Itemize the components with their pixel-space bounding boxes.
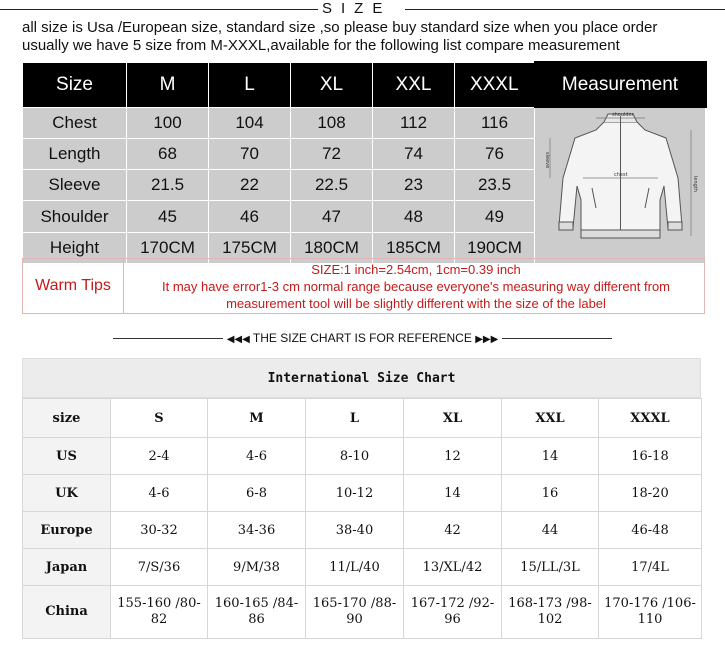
table-cell: 100 [127, 107, 209, 138]
table-cell: 34-36 [208, 512, 306, 549]
col-header-xl: XL [291, 62, 373, 107]
table-cell: 160-165 /84-86 [208, 586, 306, 639]
intl-col-size: size [23, 399, 111, 438]
reference-divider-right [502, 338, 612, 339]
intl-row-us: US [23, 438, 111, 475]
arrows-right-icon: ▶▶▶ [475, 334, 499, 345]
col-header-size: Size [23, 62, 127, 107]
table-cell: 2-4 [111, 438, 208, 475]
table-cell: 170CM [127, 232, 209, 263]
table-cell: 190CM [455, 232, 535, 263]
table-cell: 22 [209, 170, 291, 201]
table-cell: 16 [502, 475, 599, 512]
size-section-title [0, 0, 725, 18]
table-cell: 49 [455, 201, 535, 232]
table-cell: 18-20 [599, 475, 702, 512]
title-divider-left [0, 9, 318, 10]
col-header-l: L [209, 62, 291, 107]
reference-divider-left [113, 338, 223, 339]
table-row [23, 512, 702, 549]
intl-row-europe: Europe [23, 512, 111, 549]
intl-col-s: S [111, 399, 208, 438]
table-cell: 4-6 [111, 475, 208, 512]
table-cell: 7/S/36 [111, 549, 208, 586]
row-label-chest: Chest [23, 107, 127, 138]
diagram-sleeve-label: sleeve [543, 152, 550, 169]
reference-note [0, 329, 725, 347]
table-cell: 21.5 [127, 170, 209, 201]
table-header-row [23, 399, 702, 438]
table-cell: 4-6 [208, 438, 306, 475]
international-chart-title: International Size Chart [22, 358, 701, 398]
table-cell: 46-48 [599, 512, 702, 549]
table-cell: 68 [127, 138, 209, 169]
table-cell: 76 [455, 138, 535, 169]
table-cell: 10-12 [306, 475, 404, 512]
row-label-length: Length [23, 138, 127, 169]
warm-tips-line-3: measurement tool will be slightly different with the size of the label [226, 296, 606, 311]
table-cell: 70 [209, 138, 291, 169]
intl-row-uk: UK [23, 475, 111, 512]
table-cell: 44 [502, 512, 599, 549]
table-row [23, 475, 702, 512]
warm-tips-line-1: SIZE:1 inch=2.54cm, 1cm=0.39 inch [311, 262, 521, 277]
diagram-length-label: length [691, 176, 698, 192]
table-cell: 170-176 /106-110 [599, 586, 702, 639]
size-measurement-table [22, 61, 707, 264]
intl-row-japan: Japan [23, 549, 111, 586]
table-cell: 112 [373, 107, 455, 138]
table-cell: 168-173 /98-102 [502, 586, 599, 639]
table-cell: 104 [209, 107, 291, 138]
table-cell: 17/4L [599, 549, 702, 586]
table-cell: 23 [373, 170, 455, 201]
table-cell: 6-8 [208, 475, 306, 512]
size-title-text: SIZE [322, 0, 392, 17]
table-cell: 30-32 [111, 512, 208, 549]
title-divider-right [405, 9, 725, 10]
table-cell: 12 [404, 438, 502, 475]
table-cell: 42 [404, 512, 502, 549]
international-size-table [22, 398, 702, 639]
intl-col-xxl: XXL [502, 399, 599, 438]
table-cell: 8-10 [306, 438, 404, 475]
table-cell: 23.5 [455, 170, 535, 201]
diagram-shoulder-label: shoulder [611, 112, 634, 118]
table-cell: 14 [502, 438, 599, 475]
row-label-shoulder: Shoulder [23, 201, 127, 232]
table-cell: 11/L/40 [306, 549, 404, 586]
intro-line-2: usually we have 5 size from M-XXXL,available for the following list compare measurement [22, 37, 620, 54]
table-cell: 155-160 /80-82 [111, 586, 208, 639]
table-cell: 16-18 [599, 438, 702, 475]
table-cell: 14 [404, 475, 502, 512]
table-cell: 13/XL/42 [404, 549, 502, 586]
table-cell: 165-170 /88-90 [306, 586, 404, 639]
table-cell: 167-172 /92-96 [404, 586, 502, 639]
table-cell: 9/M/38 [208, 549, 306, 586]
intl-col-xxxl: XXXL [599, 399, 702, 438]
table-cell: 116 [455, 107, 535, 138]
table-cell: 38-40 [306, 512, 404, 549]
diagram-chest-label: chest [613, 172, 628, 178]
table-cell: 22.5 [291, 170, 373, 201]
jacket-measurement-diagram [535, 107, 706, 264]
table-cell: 108 [291, 107, 373, 138]
table-row [23, 549, 702, 586]
table-cell: 180CM [291, 232, 373, 263]
warm-tips-text [127, 261, 705, 312]
reference-text: THE SIZE CHART IS FOR REFERENCE [252, 331, 472, 345]
table-cell: 46 [209, 201, 291, 232]
table-cell: 15/LL/3L [502, 549, 599, 586]
jacket-diagram-svg [538, 108, 703, 258]
intro-line-1: all size is Usa /European size, standard size ,so please buy standard size when you place order [22, 19, 658, 36]
intl-col-m: M [208, 399, 306, 438]
table-row [23, 586, 702, 639]
row-label-sleeve: Sleeve [23, 170, 127, 201]
table-cell: 72 [291, 138, 373, 169]
row-label-height: Height [23, 232, 127, 263]
table-cell: 175CM [209, 232, 291, 263]
col-header-xxl: XXL [373, 62, 455, 107]
measurement-header: Measurement [535, 62, 706, 107]
table-row [23, 107, 706, 138]
table-cell: 48 [373, 201, 455, 232]
intl-row-china: China [23, 586, 111, 639]
table-row [23, 438, 702, 475]
table-cell: 45 [127, 201, 209, 232]
arrows-left-icon: ◀◀◀ [226, 334, 250, 345]
intl-col-l: L [306, 399, 404, 438]
table-cell: 185CM [373, 232, 455, 263]
intl-col-xl: XL [404, 399, 502, 438]
col-header-m: M [127, 62, 209, 107]
warm-tips-box [22, 258, 705, 314]
warm-tips-line-2: It may have error1-3 cm normal range because everyone's measuring way different from [161, 279, 671, 294]
col-header-xxxl: XXXL [455, 62, 535, 107]
table-cell: 74 [373, 138, 455, 169]
table-cell: 47 [291, 201, 373, 232]
warm-tips-label: Warm Tips [23, 259, 124, 313]
